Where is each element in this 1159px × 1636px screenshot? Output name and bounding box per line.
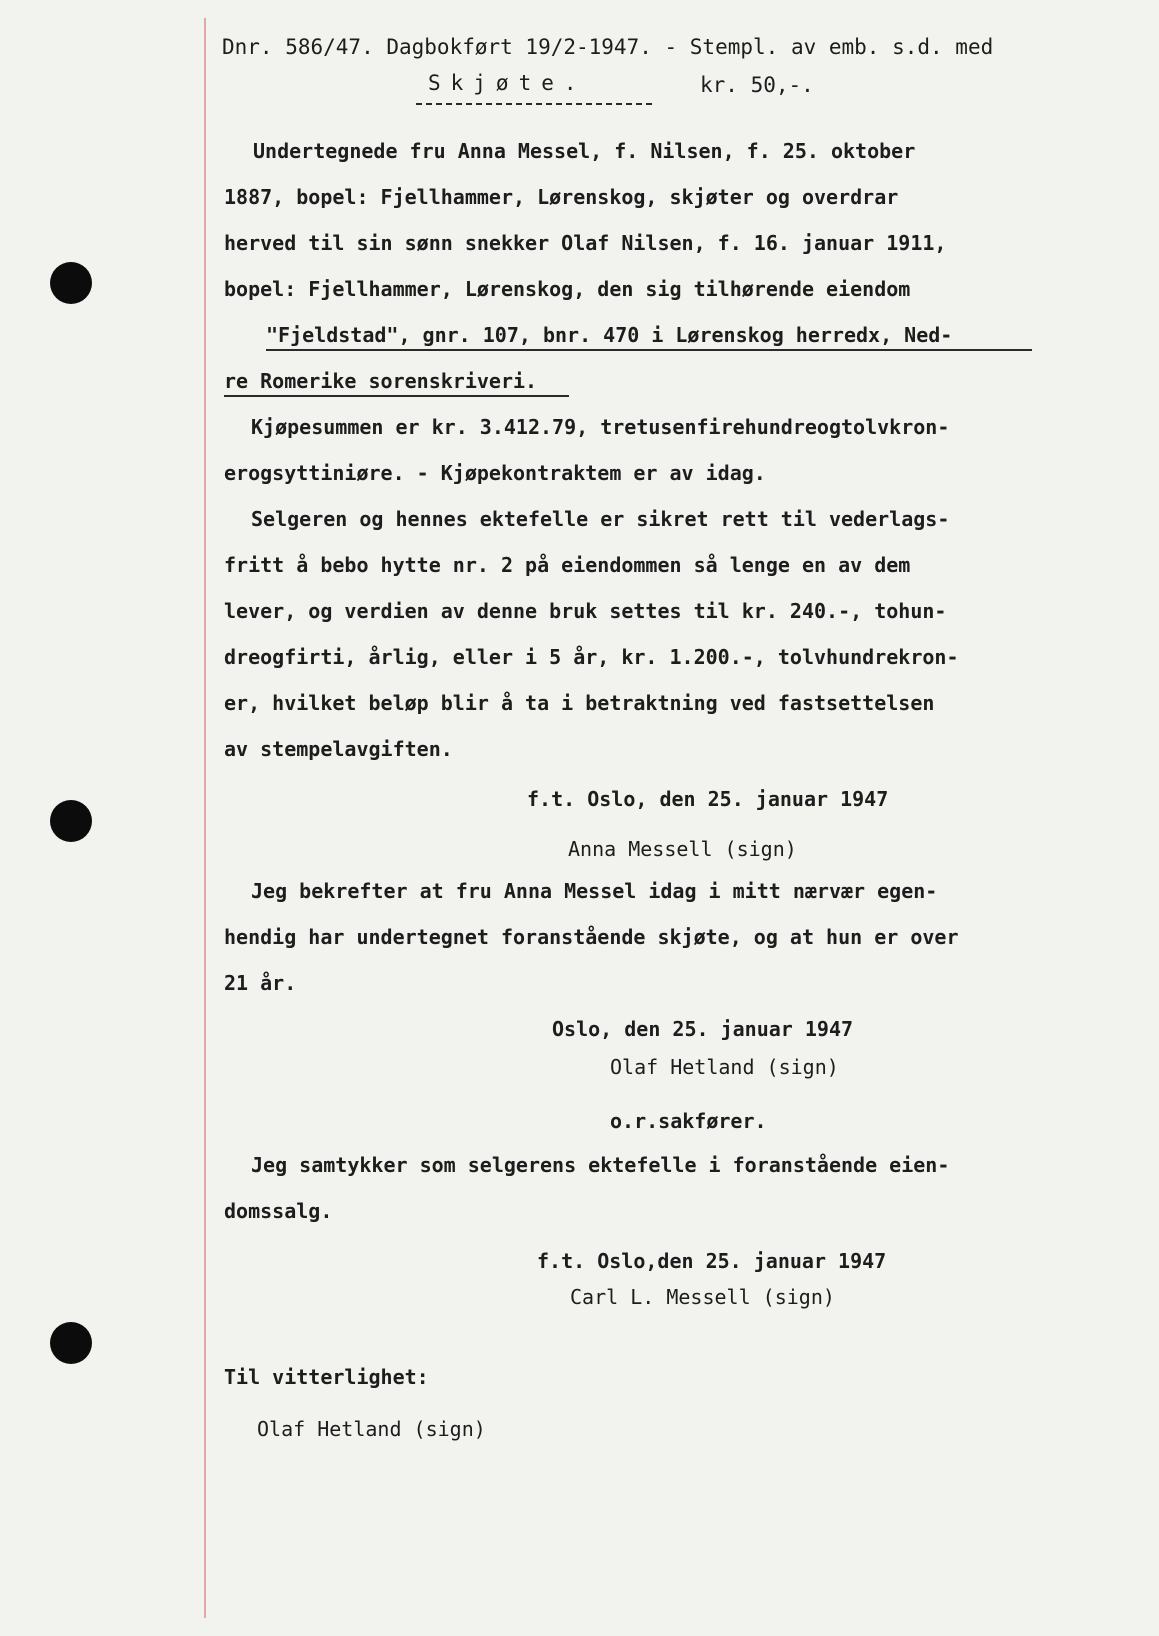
paragraph-line: dreogfirti, årlig, eller i 5 år, kr. 1.200.-, tolvhundrekron- xyxy=(224,645,959,669)
document-title: Skjøte. xyxy=(428,71,587,95)
paragraph-line: lever, og verdien av denne bruk settes til kr. 240.-, tohun- xyxy=(224,599,947,623)
margin-rule xyxy=(204,18,206,1618)
paragraph-line: domssalg. xyxy=(224,1199,333,1223)
paragraph-line: Kjøpesummen er kr. 3.412.79, tretusenfirehundreogtolvkron- xyxy=(251,415,950,439)
paragraph-line: av stempelavgiften. xyxy=(224,737,453,761)
paragraph-line: re Romerike sorenskriveri. xyxy=(224,369,538,393)
punch-hole xyxy=(50,1322,92,1364)
place-date: f.t. Oslo,den 25. januar 1947 xyxy=(537,1249,887,1273)
stamp-fee: kr. 50,-. xyxy=(700,73,814,97)
place-date: Oslo, den 25. januar 1947 xyxy=(552,1017,854,1041)
paragraph-line: er, hvilket beløp blir å ta i betraktning ved fastsettelsen xyxy=(224,691,935,715)
header-line: Dnr. 586/47. Dagbokført 19/2-1947. - Stempl. av emb. s.d. med xyxy=(222,35,994,59)
paragraph-line: Selgeren og hennes ektefelle er sikret rett til vederlags- xyxy=(251,507,950,531)
signature-line: Anna Messell (sign) xyxy=(568,837,797,861)
place-date: f.t. Oslo, den 25. januar 1947 xyxy=(527,787,889,811)
signer-title: o.r.sakfører. xyxy=(610,1109,767,1133)
paragraph-line: Undertegnede fru Anna Messel, f. Nilsen, f. 25. oktober xyxy=(253,139,916,163)
paragraph-line: bopel: Fjellhammer, Lørenskog, den sig tilhørende eiendom xyxy=(224,277,911,301)
punch-hole xyxy=(50,262,92,304)
paragraph-line: fritt å bebo hytte nr. 2 på eiendommen så lenge en av dem xyxy=(224,553,911,577)
title-underline xyxy=(416,103,652,105)
paragraph-line: "Fjeldstad", gnr. 107, bnr. 470 i Lørenskog herredx, Ned- xyxy=(266,323,953,347)
underline xyxy=(224,395,569,397)
witness-label: Til vitterlighet: xyxy=(224,1365,429,1389)
underline xyxy=(266,349,1032,351)
paragraph-line: hendig har undertegnet foranstående skjøte, og at hun er over xyxy=(224,925,959,949)
witness-signature: Olaf Hetland (sign) xyxy=(257,1417,486,1441)
paragraph-line: herved til sin sønn snekker Olaf Nilsen, f. 16. januar 1911, xyxy=(224,231,947,255)
signature-line: Carl L. Messell (sign) xyxy=(570,1285,835,1309)
paragraph-line: 21 år. xyxy=(224,971,297,995)
paragraph-line: Jeg samtykker som selgerens ektefelle i foranstående eien- xyxy=(251,1153,950,1177)
paragraph-line: 1887, bopel: Fjellhammer, Lørenskog, skjøter og overdrar xyxy=(224,185,899,209)
paragraph-line: Jeg bekrefter at fru Anna Messel idag i mitt nærvær egen- xyxy=(251,879,938,903)
paragraph-line: erogsyttiniøre. - Kjøpekontraktem er av idag. xyxy=(224,461,766,485)
punch-hole xyxy=(50,800,92,842)
signature-line: Olaf Hetland (sign) xyxy=(610,1055,839,1079)
